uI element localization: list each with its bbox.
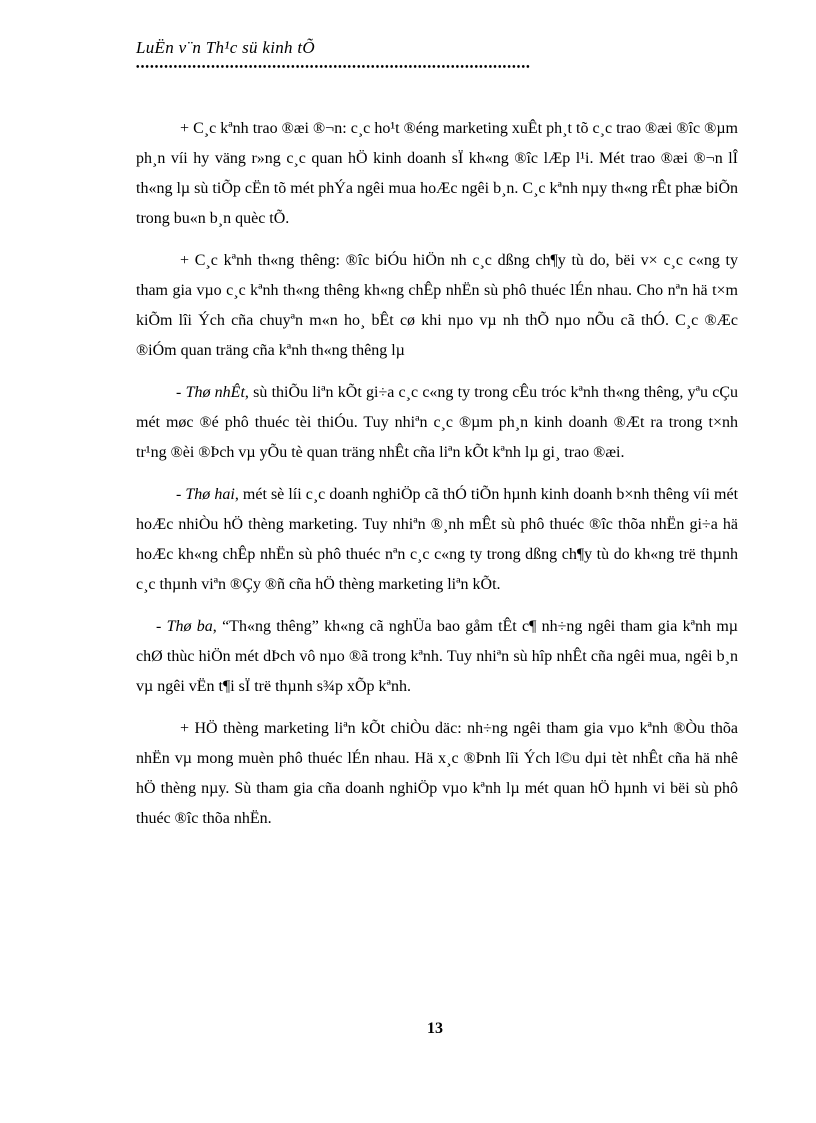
paragraph-first-characteristic: - Thø nhÊt, sù thiÕu liªn kÕt gi÷a c¸c c«ng ty trong cÊu tróc kªnh th«ng thêng, yªu cÇu mét møc ®é phô thuéc tèi thiÓu. Tuy nhiªn c¸c ®µm ph¸n kinh doanh ®Æt ra trong t×nh tr¹ng ®èi ®Þch vµ yÕu tè quan träng nhÊt cña liªn kÕt kªnh lµ gi¸ trao ®æi. [136,384,739,461]
document-body [136,114,738,846]
page-number: 13 [427,1020,443,1037]
paragraph-conventional-channels: + C¸c kªnh th«ng thêng: ®îc biÓu hiÖn nh c¸c dßng ch¶y tù do, bëi v× c¸c c«ng ty tham gia vµo c¸c kªnh th«ng thêng kh«ng chÊp nhËn sù phô thuéc lÉn nhau. Cho nªn hä t×m kiÕm lîi Ých cña chuyªn m«n ho¸ bÊt cø khi nµo vµ nh thÕ nµo nÕu cã thÓ. C¸c ®Æc ®iÓm quan träng cña kªnh th«ng thêng lµ [136,252,738,359]
header-dotted-rule: •••••••••••••••••••••••••••••••••••••••••••••••••••••••••••••••••••••••••••••••••••• [136,64,531,72]
paragraph-second-text: , mét sè líi c¸c doanh nghiÖp cã thÓ tiÕn hµnh kinh doanh b×nh thêng víi mét hoÆc nhiÒu hÖ thèng marketing. Tuy nhiªn ®¸nh mÊt sù phô thuéc ®îc thõa nhËn gi÷a hä hoÆc kh«ng chÊp nhËn sù phô thuéc nªn c¸c c«ng ty trong dßng ch¶y tù do kh«ng trë thµnh c¸c thµnh viªn ®Çy ®ñ cña hÖ thèng marketing liªn kÕt. [136,486,739,593]
paragraph-single-exchange-channels: + C¸c kªnh trao ®æi ®¬n: c¸c ho¹t ®éng marketing xuÊt ph¸t tõ c¸c trao ®æi ®îc ®µm ph¸n víi hy väng r»ng c¸c quan hÖ kinh doanh sÏ kh«ng ®îc lÆp l¹i. Mét trao ®æi ®¬n lÎ th«ng lµ sù tiÕp cËn tõ mét phÝa ngêi mua hoÆc ngêi b¸n. C¸c kªnh nµy th«ng rÊt phæ biÕn trong bu«n b¸n quèc tÕ. [136,120,738,227]
paragraph-third-text: , “Th«ng thêng” kh«ng cã nghÜa bao gåm tÊt c¶ nh÷ng ngêi tham gia kªnh mµ chØ thùc hiÖn mét dÞch vô nµo ®ã trong kªnh. Tuy nhiªn sù hîp nhÊt cña ngêi mua, ngêi b¸n vµ ngêi vËn t¶i sÏ trë thµnh s¾p xÕp kªnh. [136,618,738,695]
paragraph-second-characteristic: - Thø hai, mét sè líi c¸c doanh nghiÖp cã thÓ tiÕn hµnh kinh doanh b×nh thêng víi mét hoÆc nhiÒu hÖ thèng marketing. Tuy nhiªn ®¸nh mÊt sù phô thuéc ®îc thõa nhËn gi÷a hä hoÆc kh«ng chÊp nhËn sù phô thuéc nªn c¸c c«ng ty trong dßng ch¶y tù do kh«ng trë thµnh c¸c thµnh viªn ®Çy ®ñ cña hÖ thèng marketing liªn kÕt. [136,486,739,593]
term-third: Thø ba [166,618,213,635]
paragraph-third-characteristic: - Thø ba, “Th«ng thêng” kh«ng cã nghÜa bao gåm tÊt c¶ nh÷ng ngêi tham gia kªnh mµ chØ thùc hiÖn mét dÞch vô nµo ®ã trong kªnh. Tuy nhiªn sù hîp nhÊt cña ngêi mua, ngêi b¸n vµ ngêi vËn t¶i sÏ trë thµnh s¾p xÕp kªnh. [136,618,738,695]
running-header: LuËn v¨n Th¹c sü kinh tÕ [136,38,315,57]
term-first: Thø nhÊt [185,384,245,401]
paragraph-first-text: , sù thiÕu liªn kÕt gi÷a c¸c c«ng ty trong cÊu tróc kªnh th«ng thêng, yªu cÇu mét møc ®é phô thuéc tèi thiÓu. Tuy nhiªn c¸c ®µm ph¸n kinh doanh ®Æt ra trong t×nh tr¹ng ®èi ®Þch vµ yÕu tè quan träng nhÊt cña liªn kÕt kªnh lµ gi¸ trao ®æi. [136,384,739,461]
paragraph-vertical-marketing-systems: + HÖ thèng marketing liªn kÕt chiÒu däc: nh÷ng ngêi tham gia vµo kªnh ®Òu thõa nhËn vµ mong muèn phô thuéc lÉn nhau. Hä x¸c ®Þnh lîi Ých l©u dµi tèt nhÊt cña hä nhê hÖ thèng nµy. Sù tham gia cña doanh nghiÖp vµo kªnh lµ mét quan hÖ hµnh vi bëi sù phô thuéc ®îc thõa nhËn. [136,720,738,827]
term-second: Thø hai [185,486,235,503]
